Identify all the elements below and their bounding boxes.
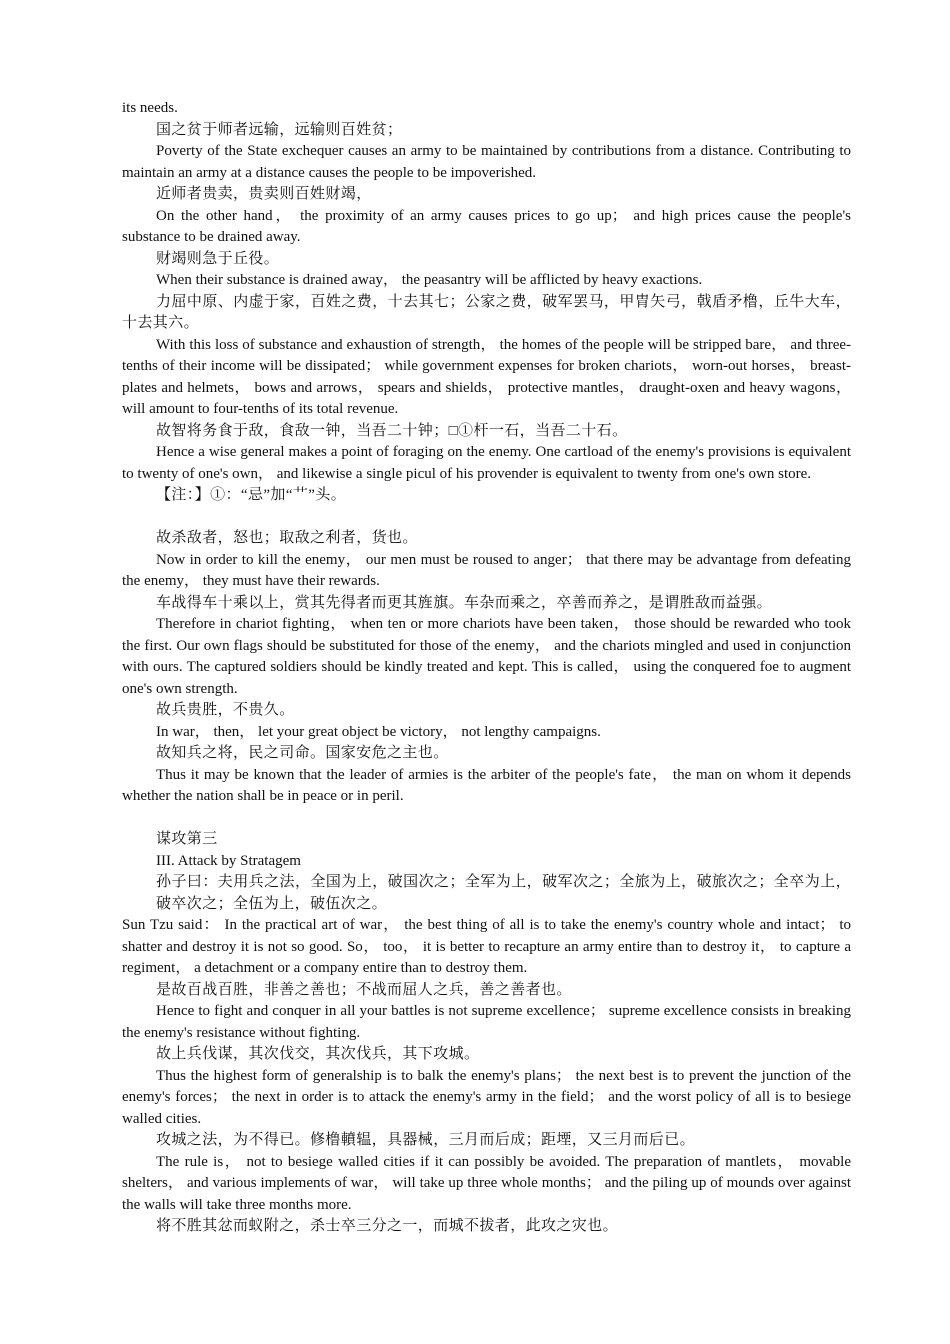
english-paragraph: In war， then， let your great object be victory， not lengthy campaigns. <box>156 723 601 740</box>
chinese-paragraph: 近师者贵卖，贵卖则百姓财竭， <box>156 186 372 202</box>
english-paragraph: its needs. <box>122 100 178 116</box>
english-paragraph: On the other hand， the proximity of an army causes prices to go up； and high prices cause the people's substance to be drained away. <box>122 207 851 245</box>
chinese-paragraph: 故知兵之将，民之司命。国家安危之主也。 <box>156 745 449 761</box>
chinese-paragraph: 财竭则急于丘役。 <box>156 250 280 267</box>
chinese-paragraph: 将不胜其忿而蚁附之，杀士卒三分之一，而城不拔者，此攻之灾也。 <box>156 1218 619 1234</box>
chinese-paragraph: 故兵贵胜，不贵久。 <box>156 702 295 718</box>
chinese-paragraph: 是故百战百胜，非善之善也；不战而屈人之兵，善之善者也。 <box>156 981 572 998</box>
english-paragraph: Thus the highest form of generalship is to balk the enemy's plans； the next best is to prevent the junction of the enemy's forces； the next in order is to attack the enemy's army in the field； and the worst policy of all is to besiege walled cities. <box>122 1067 851 1127</box>
chinese-paragraph: 孙子曰：夫用兵之法，全国为上，破国次之；全军为上，破军次之；全旅为上，破旅次之；全卒为上，破卒次之；全伍为上，破伍次之。 <box>156 874 851 912</box>
chinese-paragraph: 故上兵伐谋，其次伐交，其次伐兵，其下攻城。 <box>156 1046 480 1062</box>
english-paragraph: The rule is， not to besiege walled cities if it can possibly be avoided. The preparation of mantlets， movable shelters， and various implements of war， will take up three whole months； and the piling up of mounds over against the walls will take three months more. <box>122 1153 851 1213</box>
chinese-paragraph: 力屈中原、内虚于家，百姓之费，十去其七；公家之费，破军罢马，甲胄矢弓，戟盾矛橹，丘牛大车，十去其六。 <box>122 293 851 331</box>
english-paragraph: When their substance is drained away， the peasantry will be afflicted by heavy exactions. <box>156 272 703 288</box>
chinese-paragraph: 谋攻第三 <box>156 831 218 847</box>
english-paragraph: With this loss of substance and exhaustion of strength， the homes of the people will be stripped bare， and three-tenths of their income will be dissipated； while government expenses for broken chariots， worn-out horses， breast-plates and helmets， bows and arrows， spears and shields， protective mantles， draught-oxen and heavy wagons， will amount to four-tenths of its total revenue. <box>122 336 851 417</box>
chinese-paragraph: 国之贫于师者远输，远输则百姓贫； <box>156 121 403 138</box>
chinese-paragraph: 车战得车十乘以上，赏其先得者而更其旌旗。车杂而乘之，卒善而养之，是谓胜敌而益强。 <box>156 594 773 611</box>
english-paragraph: Sun Tzu said： In the practical art of war， the best thing of all is to take the enemy's country whole and intact； to shatter and destroy it is not so good. So， too， it is better to recapture an army entire than to destroy it， to capture a regiment， a detachment or a company entire than to destroy them. <box>122 917 851 976</box>
english-paragraph: Now in order to kill the enemy， our men must be roused to anger； that there may be advantage from defeating the enemy， they must have their rewards. <box>122 551 851 589</box>
chinese-paragraph: 故杀敌者，怒也；取敌之利者，货也。 <box>156 530 418 546</box>
english-paragraph: Hence a wise general makes a point of foraging on the enemy. One cartload of the enemy's provisions is equivalent to twenty of one's own， and likewise a single picul of his provender is equivalent to twenty from one's own store. <box>122 444 851 482</box>
english-paragraph: Therefore in chariot fighting， when ten or more chariots have been taken， those should be rewarded who took the first. Our own flags should be substituted for those of the enemy， and the chariots mingled and used in conjunction with ours. The captured soldiers should be kindly treated and kept. This is called， using the conquered foe to augment one's own strength. <box>122 616 851 697</box>
chinese-paragraph: 攻城之法，为不得已。修橹轒辒，具器械，三月而后成；距堙，又三月而后已。 <box>156 1132 696 1148</box>
english-paragraph: Poverty of the State exchequer causes an army to be maintained by contributions from a distance. Contributing to maintain an army at a distance causes the people to be impoverished. <box>122 143 851 181</box>
english-paragraph: Hence to fight and conquer in all your battles is not supreme excellence； supreme excellence consists in breaking the enemy's resistance without fighting. <box>122 1003 851 1041</box>
paragraph-spacer <box>122 808 851 830</box>
paragraph-spacer <box>122 507 851 529</box>
english-paragraph: III. Attack by Stratagem <box>156 852 301 869</box>
english-paragraph: Thus it may be known that the leader of armies is the arbiter of the people's fate， the man on whom it depends whether the nation shall be in peace or in peril. <box>122 766 851 804</box>
document-page <box>122 98 851 1238</box>
chinese-paragraph: 【注：】①：“忌”加“艹”头。 <box>156 487 347 503</box>
chinese-paragraph: 故智将务食于敌，食敌一钟，当吾二十钟；□①杆一石，当吾二十石。 <box>156 422 628 439</box>
